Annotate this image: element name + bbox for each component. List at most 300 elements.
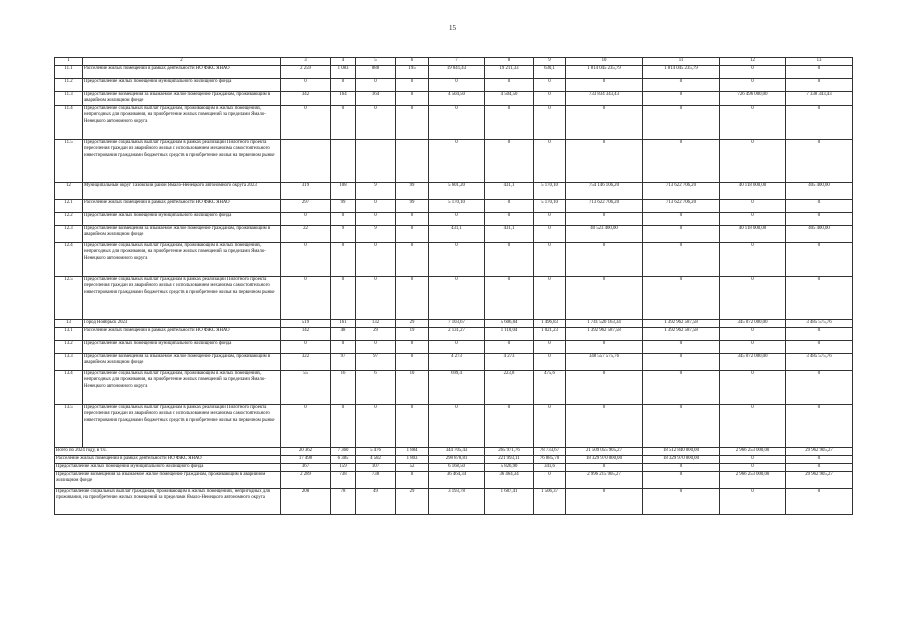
value-cell: 0 <box>720 463 786 471</box>
column-number-cell: 8 <box>485 58 534 66</box>
value-cell: 0 <box>720 212 786 225</box>
value-cell: 0 <box>643 370 720 404</box>
column-number-cell: 6 <box>396 58 429 66</box>
value-cell <box>396 139 429 182</box>
value-cell: 2 131,27 <box>429 327 485 340</box>
row-name-cell: Предоставление социальных выплат гражданам, проживающим в жилых помещениях, непригодных для проживания, на приобретение жилых помещений за пределами Ямало-Ненецкого автономного округа <box>83 242 281 276</box>
value-cell: 2 259 <box>281 65 331 78</box>
value-cell: 6 385 <box>331 455 356 463</box>
value-cell: 0 <box>534 105 566 139</box>
value-cell: 431,1 <box>485 225 534 242</box>
value-cell: 29 962 905,27 <box>786 447 853 455</box>
value-cell: 0 <box>534 225 566 242</box>
summary-name-cell: Всего по 2024 году, в т.ч. <box>55 447 281 455</box>
value-cell: 223,8 <box>485 370 534 404</box>
value-cell: 1 687,41 <box>485 488 534 514</box>
value-cell: 0 <box>643 488 720 514</box>
value-cell: 699,4 <box>429 370 485 404</box>
value-cell: 630,1 <box>534 65 566 78</box>
value-cell: 7 360 <box>331 447 356 455</box>
value-cell: 0 <box>396 91 429 105</box>
row-number-cell: 13.1 <box>55 327 83 340</box>
value-cell <box>331 139 356 182</box>
value-cell: 0 <box>534 91 566 105</box>
value-cell: 97 <box>356 353 396 370</box>
value-cell: 341,6 <box>534 463 566 471</box>
value-cell: 5 170,10 <box>429 199 485 212</box>
value-cell: 0 <box>281 404 331 447</box>
value-cell: 18 329 970 000,00 <box>643 455 720 463</box>
value-cell: 0 <box>643 78 720 91</box>
row-number-cell: 13.2 <box>55 340 83 353</box>
row-name-cell: Муниципальный округ Тазовский район Ямало-Ненецкого автономного округа 2023 <box>83 182 281 199</box>
value-cell: 0 <box>485 199 534 212</box>
table-row <box>55 404 853 447</box>
value-cell: 0 <box>396 225 429 242</box>
value-cell: 1 083 <box>331 65 356 78</box>
value-cell: 0 <box>356 242 396 276</box>
value-cell: 0 <box>396 242 429 276</box>
value-cell: 0 <box>643 463 720 471</box>
row-name-cell: Предоставление жилых помещений муниципального жилищного фонда <box>83 340 281 353</box>
value-cell: 1 392 962 587,58 <box>643 327 720 340</box>
value-cell: 29 <box>396 319 429 327</box>
row-name-cell: Предоставление жилых помещений муниципального жилищного фонда <box>83 78 281 91</box>
value-cell: 0 <box>281 78 331 91</box>
row-number-cell: 12 <box>55 182 83 199</box>
value-cell: 5 476 <box>356 447 396 455</box>
value-cell: 99 <box>396 182 429 199</box>
value-cell: 0 <box>786 139 853 182</box>
value-cell: 161 <box>331 319 356 327</box>
value-cell: 738 <box>356 471 396 488</box>
value-cell: 1 814 045 235,79 <box>566 65 643 78</box>
row-name-cell: Расселение жилых помещений в рамках деятельности НО ФЖС ЯНАО <box>83 199 281 212</box>
value-cell: 0 <box>534 212 566 225</box>
row-number-cell: 12.3 <box>55 225 83 242</box>
table-row <box>55 353 853 370</box>
value-cell: 0 <box>643 340 720 353</box>
value-cell: 0 <box>786 327 853 340</box>
table-row <box>55 78 853 91</box>
value-cell: 431,1 <box>429 225 485 242</box>
value-cell: 344 705,43 <box>429 447 485 455</box>
value-cell: 9 <box>356 182 396 199</box>
value-cell <box>281 139 331 182</box>
value-cell: 0 <box>643 139 720 182</box>
value-cell: 0 <box>534 340 566 353</box>
value-cell: 5 601,20 <box>429 182 485 199</box>
table-row <box>55 276 853 319</box>
value-cell: 0 <box>429 340 485 353</box>
value-cell: 159 <box>331 463 356 471</box>
value-cell: 0 <box>281 276 331 319</box>
value-cell: 0 <box>720 105 786 139</box>
value-cell: 40 523 400,00 <box>566 225 643 242</box>
value-cell <box>356 139 396 182</box>
row-name-cell: Расселение жилых помещений в рамках деятельности НО ФЖС ЯНАО <box>83 65 281 78</box>
value-cell: 164 <box>331 91 356 105</box>
value-cell: 29 962 905,27 <box>786 471 853 488</box>
value-cell: 0 <box>485 105 534 139</box>
value-cell: 36 464,34 <box>485 471 534 488</box>
value-cell: 0 <box>485 139 534 182</box>
value-cell: 0 <box>396 78 429 91</box>
value-cell: 195 <box>396 65 429 78</box>
value-cell: 265 971,76 <box>485 447 534 455</box>
table-row <box>55 242 853 276</box>
value-cell: 0 <box>356 276 396 319</box>
summary-name-cell: Предоставление возмещения за изымаемое жилое помещение гражданам, проживающим в аварийном жилищном фонде <box>55 471 281 488</box>
value-cell: 0 <box>281 212 331 225</box>
value-cell: 49 <box>356 488 396 514</box>
column-number-cell: 3 <box>281 58 331 66</box>
value-cell: 322 <box>281 353 331 370</box>
value-cell: 298 878,81 <box>429 455 485 463</box>
value-cell: 2 289 <box>281 471 331 488</box>
column-number-cell: 12 <box>720 58 786 66</box>
value-cell: 19 841,43 <box>429 65 485 78</box>
value-cell: 0 <box>643 353 720 370</box>
row-name-cell: Предоставление социальных выплат гражданам в рамках реализации Пилотного проекта переселения граждан из аварийного жилья с использованием механизма самостоятельного инвестирования гражданами бюджетных средств в приобретение жилья на первичном рынке <box>83 139 281 182</box>
value-cell: 76 885,70 <box>534 455 566 463</box>
value-cell: 0 <box>720 276 786 319</box>
row-number-cell: 12.4 <box>55 242 83 276</box>
value-cell: 0 <box>786 212 853 225</box>
value-cell: 345 072 000,00 <box>720 319 786 327</box>
value-cell: 18 329 970 000,00 <box>566 455 643 463</box>
value-cell: 0 <box>429 404 485 447</box>
value-cell: 20 362 <box>281 447 331 455</box>
value-cell: 348 557 575,76 <box>566 353 643 370</box>
row-number-cell: 12.1 <box>55 199 83 212</box>
value-cell: 367 <box>281 463 331 471</box>
row-name-cell: Предоставление возмещения за изымаемое жилое помещение гражданам, проживающим в аварийном жилищном фонде <box>83 91 281 105</box>
row-name-cell: Предоставление возмещения за изымаемое жилое помещение гражданам, проживающим в аварийном жилищном фонде <box>83 353 281 370</box>
row-name-cell: Предоставление социальных выплат гражданам, проживающим в жилых помещениях, непригодных для проживания, на приобретение жилых помещений за пределами Ямало-Ненецкого автономного округа <box>83 370 281 404</box>
value-cell: 0 <box>534 471 566 488</box>
row-name-cell: Предоставление социальных выплат гражданам в рамках реализации Пилотного проекта переселения граждан из аварийного жилья с использованием механизма самостоятельного инвестирования гражданами бюджетных средств в приобретение жилья на первичном рынке <box>83 276 281 319</box>
value-cell: 0 <box>534 139 566 182</box>
value-cell: 0 <box>396 212 429 225</box>
value-cell: 0 <box>786 199 853 212</box>
value-cell: 3 193,78 <box>429 488 485 514</box>
value-cell: 0 <box>566 340 643 353</box>
value-cell: 0 <box>429 105 485 139</box>
value-cell: 22 <box>281 225 331 242</box>
value-cell: 78 <box>331 488 356 514</box>
value-cell: 0 <box>786 404 853 447</box>
table-row <box>55 327 853 340</box>
value-cell: 0 <box>786 105 853 139</box>
value-cell: 36 464,34 <box>429 471 485 488</box>
value-cell: 97 <box>331 353 356 370</box>
value-cell: 0 <box>356 199 396 212</box>
value-cell: 0 <box>786 242 853 276</box>
value-cell: 0 <box>396 105 429 139</box>
summary-row <box>55 447 853 455</box>
row-name-cell: Город Ноябрьск 2023 <box>83 319 281 327</box>
value-cell: 0 <box>396 404 429 447</box>
value-cell: 405 400,00 <box>786 225 853 242</box>
value-cell: 345 072 000,00 <box>720 353 786 370</box>
value-cell: 713 622 706,20 <box>566 199 643 212</box>
value-cell: 0 <box>566 370 643 404</box>
value-cell: 2 996 215 905,27 <box>566 471 643 488</box>
value-cell: 0 <box>566 105 643 139</box>
value-cell: 4 273 <box>429 353 485 370</box>
value-cell: 733 834 343,43 <box>566 91 643 105</box>
value-cell: 52 <box>396 463 429 471</box>
value-cell: 9 <box>356 225 396 242</box>
column-number-cell: 11 <box>643 58 720 66</box>
summary-row <box>55 488 853 514</box>
value-cell: 208 <box>281 488 331 514</box>
row-number-cell: 13.5 <box>55 404 83 447</box>
column-number-cell: 10 <box>566 58 643 66</box>
row-number-cell: 13 <box>55 319 83 327</box>
value-cell: 0 <box>786 276 853 319</box>
value-cell: 0 <box>356 212 396 225</box>
value-cell: 40 118 000,00 <box>720 182 786 199</box>
table-row <box>55 212 853 225</box>
value-cell: 0 <box>331 105 356 139</box>
table-row <box>55 199 853 212</box>
value-cell: 0 <box>331 340 356 353</box>
value-cell: 0 <box>281 105 331 139</box>
value-cell: 0 <box>429 78 485 91</box>
value-cell: 5 606,84 <box>485 319 534 327</box>
value-cell: 1 803 <box>396 455 429 463</box>
value-cell: 4 504,50 <box>485 91 534 105</box>
value-cell: 6 168,50 <box>429 463 485 471</box>
value-cell: 0 <box>643 225 720 242</box>
value-cell: 0 <box>720 78 786 91</box>
table-row <box>55 65 853 78</box>
table-row <box>55 139 853 182</box>
value-cell: 0 <box>786 340 853 353</box>
value-cell: 431,1 <box>485 182 534 199</box>
value-cell: 0 <box>331 242 356 276</box>
row-number-cell: 11.2 <box>55 78 83 91</box>
value-cell: 0 <box>429 242 485 276</box>
value-cell: 132 <box>356 319 396 327</box>
value-cell: 7 338 343,43 <box>786 91 853 105</box>
row-number-cell: 11.4 <box>55 105 83 139</box>
value-cell: 0 <box>720 340 786 353</box>
value-cell: 17 498 <box>281 455 331 463</box>
value-cell: 0 <box>720 370 786 404</box>
value-cell: 55 <box>281 370 331 404</box>
value-cell: 0 <box>786 78 853 91</box>
column-number-cell: 13 <box>786 58 853 66</box>
value-cell: 221 993,11 <box>485 455 534 463</box>
value-cell: 10 <box>396 370 429 404</box>
value-cell: 0 <box>534 276 566 319</box>
value-cell: 1 884 <box>396 447 429 455</box>
value-cell: 0 <box>485 78 534 91</box>
value-cell: 19 <box>396 327 429 340</box>
value-cell: 0 <box>643 91 720 105</box>
value-cell: 9 <box>331 225 356 242</box>
value-cell: 0 <box>786 488 853 514</box>
value-cell: 0 <box>566 488 643 514</box>
table-row <box>55 225 853 242</box>
summary-row <box>55 455 853 463</box>
value-cell: 2 966 253 000,00 <box>720 447 786 455</box>
value-cell: 0 <box>429 276 485 319</box>
value-cell: 319 <box>281 182 331 199</box>
value-cell: 164 <box>356 91 396 105</box>
value-cell: 0 <box>356 105 396 139</box>
value-cell: 0 <box>396 471 429 488</box>
value-cell: 0 <box>720 199 786 212</box>
value-cell: 0 <box>720 242 786 276</box>
table-row <box>55 105 853 139</box>
value-cell: 0 <box>331 212 356 225</box>
value-cell: 0 <box>566 463 643 471</box>
table-row <box>55 340 853 353</box>
row-name-cell: Расселение жилых помещений в рамках деятельности НО ФЖС ЯНАО <box>83 327 281 340</box>
value-cell: 0 <box>566 139 643 182</box>
value-cell: 0 <box>566 212 643 225</box>
value-cell: 0 <box>643 212 720 225</box>
value-cell: 0 <box>485 242 534 276</box>
value-cell: 0 <box>643 276 720 319</box>
value-cell: 0 <box>566 78 643 91</box>
column-number-cell: 5 <box>356 58 396 66</box>
row-number-cell: 11.5 <box>55 139 83 182</box>
value-cell: 2 966 253 000,00 <box>720 471 786 488</box>
value-cell: 99 <box>396 199 429 212</box>
value-cell: 0 <box>534 78 566 91</box>
value-cell: 1 021,23 <box>534 327 566 340</box>
value-cell: 713 622 706,20 <box>643 199 720 212</box>
row-name-cell: Предоставление социальных выплат гражданам в рамках реализации Пилотного проекта переселения граждан из аварийного жилья с использованием механизма самостоятельного инвестирования гражданами бюджетных средств в приобретение жилья на первичном рынке <box>83 404 281 447</box>
value-cell: 0 <box>396 353 429 370</box>
row-name-cell: Предоставление социальных выплат гражданам, проживающим в жилых помещениях, непригодных для проживания, на приобретение жилых помещений за пределами Ямало-Ненецкого автономного округа <box>83 105 281 139</box>
value-cell: 0 <box>720 404 786 447</box>
value-cell: 0 <box>720 455 786 463</box>
value-cell: 519 <box>281 319 331 327</box>
value-cell: 4 273 <box>485 353 534 370</box>
summary-row <box>55 471 853 488</box>
row-number-cell: 11.1 <box>55 65 83 78</box>
value-cell: 48 <box>331 327 356 340</box>
value-cell: 1 496,83 <box>534 319 566 327</box>
value-cell: 0 <box>720 488 786 514</box>
row-number-cell: 13.4 <box>55 370 83 404</box>
value-cell: 0 <box>356 340 396 353</box>
value-cell: 0 <box>534 242 566 276</box>
value-cell: 1 392 962 587,58 <box>566 327 643 340</box>
value-cell: 342 <box>281 91 331 105</box>
summary-row <box>55 463 853 471</box>
column-number-cell: 2 <box>83 58 281 66</box>
value-cell: 0 <box>643 242 720 276</box>
value-cell: 0 <box>566 404 643 447</box>
page-number: 15 <box>449 24 456 32</box>
value-cell: 99 <box>331 199 356 212</box>
value-cell: 0 <box>331 276 356 319</box>
table-row <box>55 319 853 327</box>
value-cell: 0 <box>720 65 786 78</box>
value-cell: 5 826,90 <box>485 463 534 471</box>
value-cell: 0 <box>485 404 534 447</box>
value-cell: 0 <box>720 139 786 182</box>
value-cell: 726 496 000,00 <box>720 91 786 105</box>
column-number-cell: 7 <box>429 58 485 66</box>
value-cell: 5 170,10 <box>534 199 566 212</box>
value-cell: 754 146 106,20 <box>566 182 643 199</box>
value-cell: 7 103,67 <box>429 319 485 327</box>
value-cell: 29 <box>396 488 429 514</box>
value-cell: 1 392 962 587,58 <box>643 319 720 327</box>
value-cell: 16 <box>331 370 356 404</box>
value-cell: 0 <box>331 404 356 447</box>
value-cell: 0 <box>786 463 853 471</box>
value-cell: 0 <box>566 242 643 276</box>
value-cell: 0 <box>429 139 485 182</box>
value-cell: 405 400,00 <box>786 182 853 199</box>
row-number-cell: 12.5 <box>55 276 83 319</box>
value-cell: 888 <box>356 65 396 78</box>
value-cell: 0 <box>485 276 534 319</box>
column-number-cell: 4 <box>331 58 356 66</box>
value-cell: 0 <box>485 340 534 353</box>
value-cell: 19 211,33 <box>485 65 534 78</box>
value-cell: 18 512 840 000,00 <box>643 447 720 455</box>
table-row <box>55 91 853 105</box>
value-cell: 1 741 520 163,34 <box>566 319 643 327</box>
value-cell: 0 <box>485 212 534 225</box>
value-cell: 0 <box>281 340 331 353</box>
value-cell: 713 622 706,20 <box>643 182 720 199</box>
value-cell: 297 <box>281 199 331 212</box>
column-number-row <box>55 58 853 66</box>
value-cell: 0 <box>281 242 331 276</box>
value-cell: 5 170,10 <box>534 182 566 199</box>
value-cell: 1 814 045 235,79 <box>643 65 720 78</box>
resettlement-table <box>54 57 853 515</box>
column-number-cell: 9 <box>534 58 566 66</box>
value-cell: 0 <box>786 370 853 404</box>
value-cell: 3 485 575,76 <box>786 353 853 370</box>
value-cell: 0 <box>786 455 853 463</box>
value-cell: 108 <box>331 182 356 199</box>
value-cell: 6 <box>356 370 396 404</box>
value-cell: 29 <box>356 327 396 340</box>
value-cell: 0 <box>643 105 720 139</box>
value-cell: 0 <box>534 404 566 447</box>
row-number-cell: 11.3 <box>55 91 83 105</box>
value-cell: 0 <box>534 353 566 370</box>
table-row <box>55 370 853 404</box>
value-cell: 0 <box>356 404 396 447</box>
value-cell: 738 <box>331 471 356 488</box>
value-cell: 0 <box>331 78 356 91</box>
summary-name-cell: Предоставление социальных выплат гражданам, проживающим в жилых помещениях, непригодных для проживания, на приобретение жилых помещений за пределами Ямало-Ненецкого автономного округа <box>55 488 281 514</box>
value-cell: 0 <box>566 276 643 319</box>
value-cell: 475,6 <box>534 370 566 404</box>
value-cell: 4 504,50 <box>429 91 485 105</box>
value-cell: 0 <box>643 404 720 447</box>
value-cell: 0 <box>396 276 429 319</box>
value-cell: 0 <box>786 65 853 78</box>
value-cell: 0 <box>643 471 720 488</box>
value-cell: 107 <box>356 463 396 471</box>
row-number-cell: 13.3 <box>55 353 83 370</box>
